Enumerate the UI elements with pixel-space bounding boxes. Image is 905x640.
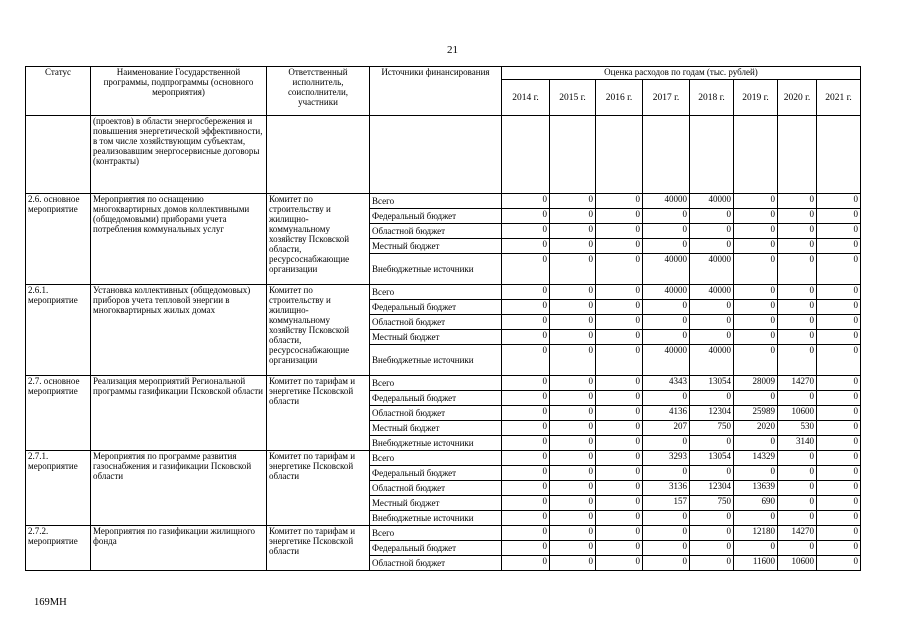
value-cell: 40000 [643,345,690,376]
source-cell: Всего [370,285,502,300]
value-cell: 0 [778,315,817,330]
source-cell: Областной бюджет [370,406,502,421]
value-cell: 0 [734,391,778,406]
value-cell: 0 [550,526,596,541]
value-cell: 25989 [734,406,778,421]
value-cell: 0 [550,466,596,481]
value-cell: 14270 [778,376,817,391]
value-cell: 0 [734,511,778,526]
continuation-row [26,116,861,194]
value-cell: 0 [550,224,596,239]
source-cell: Местный бюджет [370,496,502,511]
value-cell: 12304 [690,481,734,496]
value-cell: 0 [817,194,861,209]
value-cell: 0 [596,224,643,239]
name-cell: Мероприятия по программе развития газоснабжения и газификации Псковской области [91,451,267,526]
value-cell: 0 [778,209,817,224]
value-cell: 0 [643,466,690,481]
value-cell: 0 [734,315,778,330]
value-cell: 0 [817,541,861,556]
value-cell: 0 [817,300,861,315]
value-cell: 0 [596,376,643,391]
value-cell: 0 [550,254,596,285]
value-cell: 0 [734,239,778,254]
value-cell: 11600 [734,556,778,571]
value-cell: 0 [734,224,778,239]
value-cell: 4343 [643,376,690,391]
value-cell: 0 [596,254,643,285]
value-cell: 0 [502,556,550,571]
value-cell: 3140 [778,436,817,451]
value-cell: 0 [643,511,690,526]
name-cell: Мероприятия по оснащению многоквартирных домов коллективными (общедомовыми) приборами учета потребления коммунальных услуг [91,194,267,285]
source-cell: Внебюджетные источники [370,511,502,526]
value-cell: 207 [643,421,690,436]
value-cell: 3136 [643,481,690,496]
value-cell: 750 [690,496,734,511]
value-cell: 0 [550,315,596,330]
source-cell: Федеральный бюджет [370,466,502,481]
value-cell: 0 [817,239,861,254]
value-cell: 690 [734,496,778,511]
value-cell: 0 [502,511,550,526]
header-sources: Источники финансирования [370,67,502,116]
value-cell: 0 [550,541,596,556]
value-cell: 0 [643,526,690,541]
value-cell: 0 [734,436,778,451]
value-cell: 0 [502,224,550,239]
value-cell: 28009 [734,376,778,391]
value-cell: 0 [550,300,596,315]
source-cell: Всего [370,526,502,541]
value-cell: 0 [596,209,643,224]
table-row [26,285,861,300]
responsible-cell: Комитет по тарифам и энергетике Псковской области [267,451,370,526]
header-year: 2021 г. [817,80,861,116]
value-cell: 12304 [690,406,734,421]
value-cell: 0 [817,315,861,330]
value-cell: 40000 [690,254,734,285]
value-cell: 0 [817,526,861,541]
source-cell: Областной бюджет [370,481,502,496]
value-cell: 2020 [734,421,778,436]
value-cell: 0 [596,511,643,526]
value-cell: 0 [690,209,734,224]
value-cell: 0 [734,209,778,224]
value-cell: 40000 [643,254,690,285]
value-cell: 0 [690,330,734,345]
value-cell: 0 [502,451,550,466]
value-cell: 0 [550,391,596,406]
value-cell: 0 [778,391,817,406]
value-cell: 0 [502,406,550,421]
source-cell: Внебюджетные источники [370,436,502,451]
value-cell: 0 [643,300,690,315]
value-cell: 14329 [734,451,778,466]
value-cell: 0 [502,330,550,345]
source-cell: Федеральный бюджет [370,541,502,556]
value-cell: 0 [596,481,643,496]
table-row [26,526,861,541]
value-cell: 0 [550,556,596,571]
source-cell: Местный бюджет [370,421,502,436]
value-cell: 0 [817,406,861,421]
value-cell: 13054 [690,376,734,391]
value-cell: 0 [643,224,690,239]
value-cell: 0 [596,330,643,345]
source-cell: Федеральный бюджет [370,391,502,406]
source-cell: Федеральный бюджет [370,300,502,315]
value-cell: 0 [778,466,817,481]
value-cell: 0 [690,541,734,556]
value-cell: 0 [550,511,596,526]
header-year: 2016 г. [596,80,643,116]
value-cell: 0 [690,526,734,541]
value-cell: 0 [817,421,861,436]
responsible-cell: Комитет по тарифам и энергетике Псковской области [267,376,370,451]
value-cell: 3293 [643,451,690,466]
value-cell: 0 [817,345,861,376]
value-cell: 0 [778,285,817,300]
responsible-cell: Комитет по строительству и жилищно-коммунальному хозяйству Псковской области, ресурсоснабжающие организации [267,194,370,285]
value-cell: 0 [817,436,861,451]
value-cell: 0 [502,496,550,511]
source-cell: Внебюджетные источники [370,254,502,285]
table-row [26,376,861,391]
value-cell: 0 [502,526,550,541]
header-year: 2020 г. [778,80,817,116]
value-cell: 0 [778,239,817,254]
value-cell: 10600 [778,556,817,571]
value-cell: 0 [502,209,550,224]
value-cell: 0 [550,285,596,300]
value-cell: 0 [596,466,643,481]
value-cell: 0 [690,315,734,330]
header-year: 2017 г. [643,80,690,116]
status-cell: 2.6.1. мероприятие [26,285,91,376]
value-cell: 14270 [778,526,817,541]
header-status: Статус [26,67,91,116]
value-cell: 13054 [690,451,734,466]
value-cell: 0 [734,345,778,376]
header-year: 2014 г. [502,80,550,116]
header-year: 2015 г. [550,80,596,116]
header-year: 2019 г. [734,80,778,116]
value-cell: 0 [596,436,643,451]
value-cell: 530 [778,421,817,436]
value-cell: 13639 [734,481,778,496]
name-cell: Реализация мероприятий Региональной программы газификации Псковской области [91,376,267,451]
value-cell: 0 [502,466,550,481]
value-cell: 750 [690,421,734,436]
page-number: 21 [447,44,458,56]
value-cell: 0 [550,481,596,496]
value-cell: 0 [643,541,690,556]
value-cell: 0 [550,194,596,209]
budget-table [25,66,861,571]
footer-code: 169МН [34,597,67,608]
value-cell: 0 [778,224,817,239]
value-cell: 0 [690,556,734,571]
value-cell: 0 [734,466,778,481]
status-cell [26,116,91,194]
table-row [26,194,861,209]
value-cell: 0 [690,300,734,315]
value-cell: 0 [596,406,643,421]
table-row [26,451,861,466]
value-cell: 0 [690,391,734,406]
value-cell: 0 [550,496,596,511]
value-cell: 0 [817,254,861,285]
value-cell: 0 [817,330,861,345]
value-cell: 0 [817,209,861,224]
value-cell: 40000 [643,194,690,209]
source-cell: Всего [370,376,502,391]
value-cell: 0 [596,556,643,571]
value-cell: 0 [550,345,596,376]
source-cell: Местный бюджет [370,239,502,254]
value-cell: 0 [596,285,643,300]
value-cell: 0 [817,496,861,511]
value-cell: 0 [502,376,550,391]
value-cell: 40000 [643,285,690,300]
source-cell: Областной бюджет [370,315,502,330]
value-cell: 0 [734,254,778,285]
value-cell: 0 [690,466,734,481]
value-cell: 0 [550,330,596,345]
source-cell: Областной бюджет [370,224,502,239]
value-cell: 0 [502,285,550,300]
value-cell: 0 [502,300,550,315]
value-cell: 0 [817,466,861,481]
source-cell: Областной бюджет [370,556,502,571]
value-cell: 0 [502,194,550,209]
value-cell: 0 [596,541,643,556]
value-cell: 0 [502,239,550,254]
value-cell: 0 [550,451,596,466]
value-cell: 40000 [690,194,734,209]
value-cell: 0 [817,224,861,239]
value-cell: 0 [550,209,596,224]
value-cell: 0 [643,436,690,451]
value-cell: 0 [502,254,550,285]
value-cell: 0 [550,421,596,436]
value-cell: 0 [550,376,596,391]
value-cell: 0 [596,345,643,376]
responsible-cell: Комитет по строительству и жилищно-коммунальному хозяйству Псковской области, ресурсоснабжающие организации [267,285,370,376]
source-cell: Федеральный бюджет [370,209,502,224]
header-name: Наименование Государственной программы, подпрограммы (основного мероприятия) [91,67,267,116]
value-cell: 0 [778,451,817,466]
continuation-text: (проектов) в области энергосбережения и повышения энергетической эффективности, в том числе хозяйствующим субъектам, реализовавшим энергосервисные договоры (контракты) [91,116,267,194]
name-cell: Мероприятия по газификации жилищного фонда [91,526,267,571]
value-cell: 0 [690,511,734,526]
value-cell: 0 [502,421,550,436]
value-cell: 0 [643,239,690,254]
value-cell: 0 [596,496,643,511]
value-cell: 0 [596,451,643,466]
value-cell: 0 [550,406,596,421]
value-cell: 157 [643,496,690,511]
value-cell: 0 [734,541,778,556]
header-expenses: Оценка расходов по годам (тыс. рублей) [502,67,861,80]
source-cell: Местный бюджет [370,330,502,345]
value-cell: 0 [817,285,861,300]
value-cell: 0 [643,209,690,224]
responsible-cell: Комитет по тарифам и энергетике Псковской области [267,526,370,571]
value-cell: 0 [596,239,643,254]
value-cell: 0 [734,330,778,345]
value-cell: 4136 [643,406,690,421]
value-cell: 0 [817,481,861,496]
value-cell: 0 [596,421,643,436]
value-cell: 0 [502,481,550,496]
value-cell: 0 [734,300,778,315]
value-cell: 0 [502,345,550,376]
value-cell: 0 [643,556,690,571]
value-cell: 0 [502,391,550,406]
header-year: 2018 г. [690,80,734,116]
value-cell: 0 [596,391,643,406]
value-cell: 0 [643,330,690,345]
value-cell: 0 [778,194,817,209]
value-cell: 0 [596,194,643,209]
source-cell: Всего [370,451,502,466]
value-cell: 0 [778,254,817,285]
value-cell: 0 [502,436,550,451]
source-cell: Всего [370,194,502,209]
value-cell: 0 [817,376,861,391]
status-cell: 2.6. основное мероприятие [26,194,91,285]
header-responsible: Ответственный исполнитель, соисполнители, участники [267,67,370,116]
value-cell: 10600 [778,406,817,421]
value-cell: 0 [690,224,734,239]
value-cell: 0 [690,436,734,451]
value-cell: 12180 [734,526,778,541]
value-cell: 0 [817,556,861,571]
value-cell: 0 [550,239,596,254]
value-cell: 0 [778,330,817,345]
status-cell: 2.7.2. мероприятие [26,526,91,571]
value-cell: 0 [817,511,861,526]
value-cell: 0 [643,391,690,406]
value-cell: 0 [596,315,643,330]
value-cell: 0 [550,436,596,451]
status-cell: 2.7. основное мероприятие [26,376,91,451]
value-cell: 0 [596,300,643,315]
value-cell: 0 [690,239,734,254]
value-cell: 40000 [690,285,734,300]
value-cell: 0 [817,451,861,466]
value-cell: 0 [502,315,550,330]
value-cell: 0 [778,345,817,376]
value-cell: 40000 [690,345,734,376]
source-cell: Внебюджетные источники [370,345,502,376]
status-cell: 2.7.1. мероприятие [26,451,91,526]
value-cell: 0 [778,541,817,556]
value-cell: 0 [502,541,550,556]
value-cell: 0 [778,511,817,526]
value-cell: 0 [596,526,643,541]
value-cell: 0 [734,194,778,209]
value-cell: 0 [817,391,861,406]
value-cell: 0 [643,315,690,330]
value-cell: 0 [778,300,817,315]
value-cell: 0 [778,481,817,496]
value-cell: 0 [778,496,817,511]
name-cell: Установка коллективных (общедомовых) приборов учета тепловой энергии в многоквартирных жилых домах [91,285,267,376]
value-cell: 0 [734,285,778,300]
